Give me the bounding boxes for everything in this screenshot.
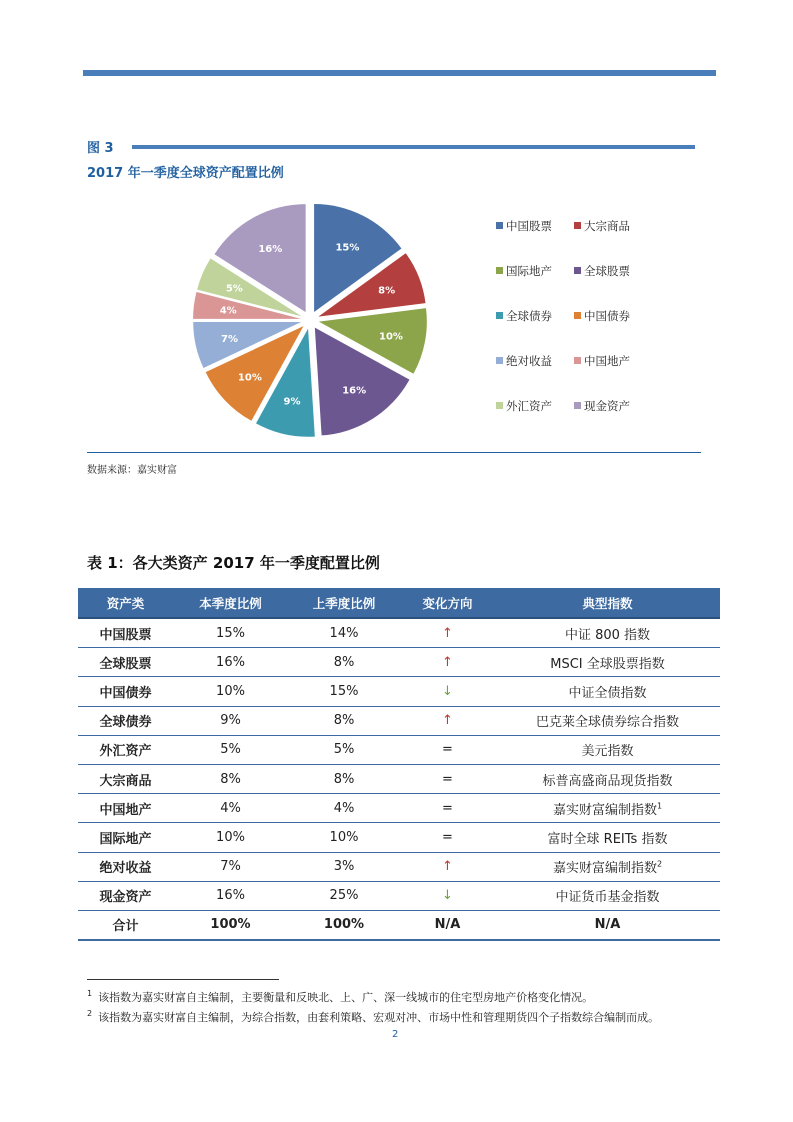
cell-change-direction: ↓	[400, 881, 495, 910]
legend-item	[496, 263, 552, 279]
footnote-2	[87, 1009, 659, 1025]
header-typical-index: 典型指数	[495, 588, 720, 618]
footnote-1-number: 1	[87, 989, 93, 999]
table-row	[78, 823, 720, 852]
legend-swatch	[574, 222, 581, 229]
table-total-row	[78, 910, 720, 940]
legend-swatch	[574, 312, 581, 319]
cell-typical-index	[495, 823, 720, 852]
table-row	[78, 881, 720, 910]
cell-previous-ratio: 15%	[288, 677, 400, 706]
header-change-direction: 变化方向	[400, 588, 495, 618]
index-name: 中证货币基金指数	[555, 890, 660, 906]
pie-data-label: 16%	[258, 243, 283, 255]
cell-asset-class: 国际地产	[78, 823, 173, 852]
cell-current-ratio: 10%	[173, 677, 288, 706]
cell-asset-class: 中国债券	[78, 677, 173, 706]
table-row	[78, 706, 720, 735]
cell-change-direction: =	[400, 823, 495, 852]
cell-change-direction: ↑	[400, 706, 495, 735]
cell-change-direction: =	[400, 735, 495, 764]
index-name: 巴克莱全球债券综合指数	[535, 715, 679, 731]
header-rule	[83, 70, 716, 76]
legend-item	[574, 308, 630, 324]
cell-current-ratio: 16%	[173, 648, 288, 677]
legend-item	[496, 353, 552, 369]
table-row	[78, 794, 720, 823]
legend-swatch	[496, 267, 503, 274]
index-name: 嘉实财富编制指数	[552, 802, 657, 818]
footnote-2-number: 2	[87, 1009, 93, 1019]
legend-item	[574, 398, 630, 414]
pie-data-label: 4%	[219, 305, 237, 317]
header-previous-ratio: 上季度比例	[288, 588, 400, 618]
cell-typical-index	[495, 735, 720, 764]
cell-change-direction: ↑	[400, 618, 495, 648]
figure-title: 2017 年一季度全球资产配置比例	[87, 166, 284, 181]
cell-typical-index	[495, 706, 720, 735]
index-name: MSCI 全球股票指数	[550, 656, 665, 672]
legend-label: 绝对收益	[506, 354, 552, 368]
cell-asset-class: 现金资产	[78, 881, 173, 910]
legend-label: 中国债券	[584, 309, 630, 323]
cell-current-ratio: 4%	[173, 794, 288, 823]
figure-label: 图 3	[87, 141, 114, 156]
pie-data-label: 5%	[225, 283, 243, 295]
index-name: 富时全球 REITs 指数	[547, 831, 668, 847]
cell-previous-ratio: 8%	[288, 648, 400, 677]
data-source: 数据来源：嘉实财富	[87, 465, 177, 476]
pie-data-label: 16%	[342, 385, 367, 397]
cell-current-ratio: 7%	[173, 852, 288, 881]
footnote-ref: 1	[656, 801, 663, 811]
pie-chart	[170, 190, 450, 450]
total-cell-index: N/A	[495, 910, 720, 940]
cell-asset-class: 中国股票	[78, 618, 173, 648]
total-cell-cur: 100%	[173, 910, 288, 940]
index-name: 标普高盛商品现货指数	[542, 773, 673, 789]
pie-data-label: 8%	[378, 285, 396, 297]
index-name: 美元指数	[581, 744, 634, 760]
cell-asset-class: 大宗商品	[78, 764, 173, 793]
legend-swatch	[496, 312, 503, 319]
figure-bottom-rule	[87, 452, 701, 453]
cell-previous-ratio: 8%	[288, 764, 400, 793]
cell-previous-ratio: 25%	[288, 881, 400, 910]
cell-change-direction: ↑	[400, 648, 495, 677]
legend-item	[574, 218, 630, 234]
cell-current-ratio: 5%	[173, 735, 288, 764]
legend-item	[496, 218, 552, 234]
table-row	[78, 618, 720, 648]
table-title: 表 1：各大类资产 2017 年一季度配置比例	[87, 554, 380, 572]
legend-label: 外汇资产	[506, 399, 552, 413]
index-name: 中证 800 指数	[564, 627, 651, 643]
pie-data-label: 10%	[379, 331, 403, 343]
cell-current-ratio: 15%	[173, 618, 288, 648]
table-row	[78, 852, 720, 881]
cell-previous-ratio: 10%	[288, 823, 400, 852]
cell-previous-ratio: 4%	[288, 794, 400, 823]
pie-data-label: 7%	[221, 333, 239, 345]
cell-previous-ratio: 5%	[288, 735, 400, 764]
allocation-table	[78, 588, 720, 941]
page-number: 2	[392, 1029, 399, 1040]
legend-item	[496, 308, 552, 324]
legend-swatch	[496, 402, 503, 409]
legend-label: 中国地产	[584, 354, 630, 368]
cell-current-ratio: 10%	[173, 823, 288, 852]
cell-asset-class: 全球债券	[78, 706, 173, 735]
footnote-2-text: 该指数为嘉实财富自主编制，为综合指数，由套利策略、宏观对冲、市场中性和管理期货四个子指数综合编制而成。	[98, 1011, 660, 1024]
cell-typical-index	[495, 794, 720, 823]
footnote-ref: 2	[656, 859, 663, 869]
cell-previous-ratio: 14%	[288, 618, 400, 648]
header-asset-class: 资产类	[78, 588, 173, 618]
cell-current-ratio: 16%	[173, 881, 288, 910]
figure-title-rule	[132, 145, 695, 149]
legend-label: 大宗商品	[584, 219, 630, 233]
cell-typical-index	[495, 677, 720, 706]
pie-data-label: 10%	[237, 372, 262, 384]
legend-label: 中国股票	[506, 219, 552, 233]
legend-item	[574, 263, 630, 279]
cell-typical-index	[495, 852, 720, 881]
pie-data-label: 15%	[335, 242, 360, 254]
legend-swatch	[574, 267, 581, 274]
header-current-ratio: 本季度比例	[173, 588, 288, 618]
table-header-row	[78, 588, 720, 618]
legend-label: 现金资产	[584, 399, 630, 413]
cell-asset-class: 全球股票	[78, 648, 173, 677]
total-cell-dir: N/A	[400, 910, 495, 940]
pie-data-label: 9%	[283, 396, 301, 408]
legend-label: 国际地产	[506, 264, 552, 278]
cell-typical-index	[495, 764, 720, 793]
legend-item	[574, 353, 630, 369]
legend-swatch	[574, 357, 581, 364]
cell-previous-ratio: 3%	[288, 852, 400, 881]
cell-current-ratio: 8%	[173, 764, 288, 793]
cell-typical-index	[495, 881, 720, 910]
cell-asset-class: 外汇资产	[78, 735, 173, 764]
cell-change-direction: =	[400, 764, 495, 793]
footnote-1	[87, 989, 593, 1005]
cell-change-direction: ↓	[400, 677, 495, 706]
cell-previous-ratio: 8%	[288, 706, 400, 735]
cell-typical-index	[495, 648, 720, 677]
cell-change-direction: ↑	[400, 852, 495, 881]
index-name: 嘉实财富编制指数	[552, 861, 657, 877]
cell-current-ratio: 9%	[173, 706, 288, 735]
cell-change-direction: =	[400, 794, 495, 823]
cell-typical-index	[495, 618, 720, 648]
table-row	[78, 677, 720, 706]
total-cell-cat: 合计	[78, 910, 173, 940]
footnote-1-text: 该指数为嘉实财富自主编制，主要衡量和反映北、上、广、深一线城市的住宅型房地产价格变化情况。	[98, 991, 594, 1004]
index-name: 中证全债指数	[568, 685, 647, 701]
footnote-rule	[87, 979, 279, 980]
legend-item	[496, 398, 552, 414]
table-row	[78, 764, 720, 793]
cell-asset-class: 中国地产	[78, 794, 173, 823]
legend-swatch	[574, 402, 581, 409]
table-row	[78, 648, 720, 677]
legend-swatch	[496, 222, 503, 229]
table-row	[78, 735, 720, 764]
legend-label: 全球债券	[506, 309, 552, 323]
legend-swatch	[496, 357, 503, 364]
total-cell-prev: 100%	[288, 910, 400, 940]
cell-asset-class: 绝对收益	[78, 852, 173, 881]
legend-label: 全球股票	[584, 264, 630, 278]
